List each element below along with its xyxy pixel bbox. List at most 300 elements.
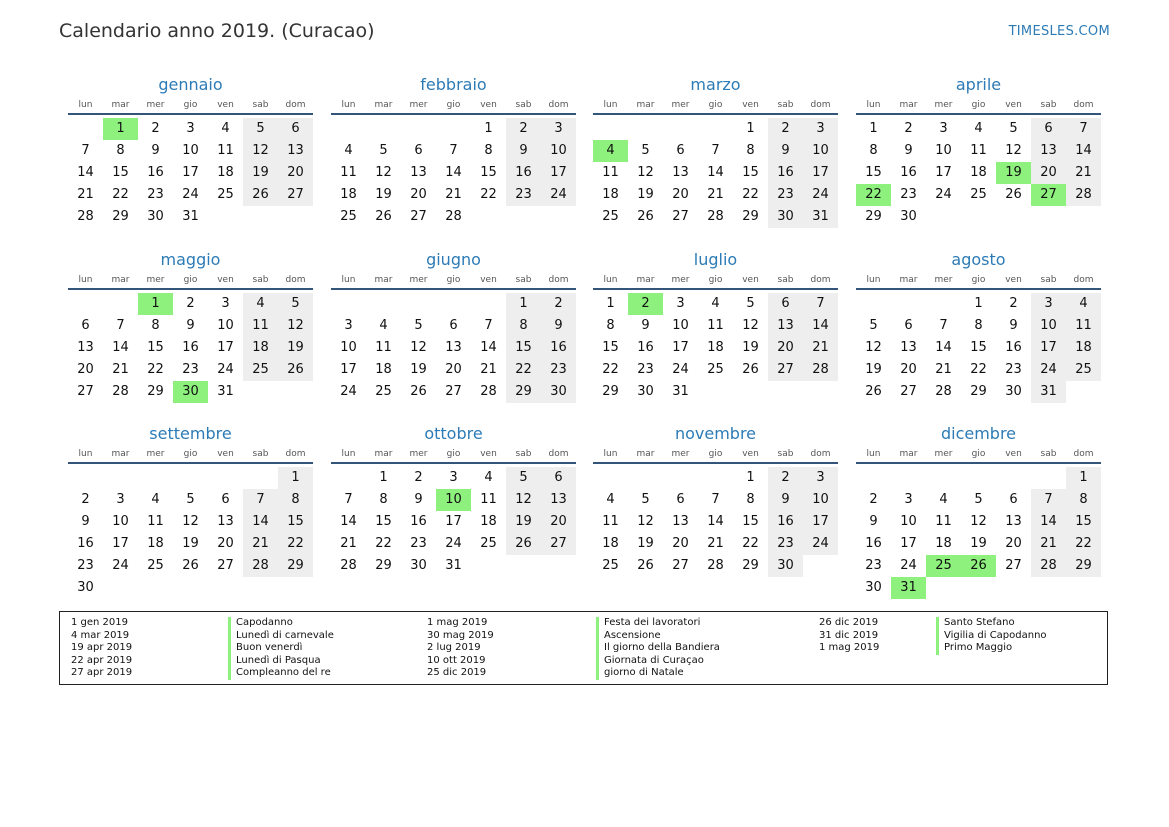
day-cell: 20: [77, 362, 94, 377]
day-cell: 21: [1066, 162, 1101, 184]
legend-date: 1 gen 2019: [71, 617, 129, 628]
weekday-header: [593, 98, 838, 115]
day-cell: 11: [935, 514, 952, 529]
day-cell: 28: [707, 209, 724, 224]
weekday-header: [331, 447, 576, 464]
empty-cell: [331, 467, 366, 489]
weekday-label: lun: [341, 100, 356, 110]
day-cell: 25: [147, 558, 164, 573]
legend-holiday-name: Primo Maggio: [936, 642, 1047, 655]
empty-cell: [996, 467, 1031, 489]
day-cell: 21: [445, 187, 462, 202]
day-cell: 16: [768, 162, 803, 184]
legend-holiday-name: Il giorno della Bandiera: [596, 642, 720, 655]
day-cell: 18: [935, 536, 952, 551]
day-cell: 20: [410, 187, 427, 202]
empty-cell: [401, 118, 436, 140]
day-grid: [68, 467, 313, 599]
weekday-label: mar: [899, 100, 918, 110]
weekday-label: gio: [183, 449, 198, 459]
day-cell: 5: [974, 492, 983, 507]
weekday-label: lun: [341, 275, 356, 285]
empty-cell: [103, 293, 138, 315]
weekday-label: ven: [217, 449, 234, 459]
day-cell: 26: [410, 384, 427, 399]
weekday-label: gio: [708, 100, 723, 110]
month-luglio: [593, 247, 838, 403]
day-cell: 24: [900, 558, 917, 573]
day-cell: 5: [506, 467, 541, 489]
day-cell: 4: [1066, 293, 1101, 315]
weekday-header: [856, 447, 1101, 464]
day-cell: 29: [742, 558, 759, 573]
day-cell: 7: [484, 318, 493, 333]
day-cell: 2: [869, 492, 878, 507]
day-cell: 5: [278, 293, 313, 315]
empty-cell: [138, 467, 173, 489]
day-cell: 28: [77, 209, 94, 224]
day-cell: 4: [379, 318, 388, 333]
weekday-label: mar: [899, 449, 918, 459]
day-cell: 23: [541, 359, 576, 381]
day-cell: 11: [970, 143, 987, 158]
day-cell: 9: [541, 315, 576, 337]
day-cell: 12: [970, 514, 987, 529]
day-cell: 1: [278, 467, 313, 489]
day-cell: 24: [340, 384, 357, 399]
empty-cell: [663, 118, 698, 140]
month-name: febbraio: [420, 75, 487, 94]
weekday-label: lun: [866, 100, 881, 110]
day-cell: 3: [449, 470, 458, 485]
day-cell: 5: [869, 318, 878, 333]
day-cell: 30: [900, 209, 917, 224]
day-cell: 7: [81, 143, 90, 158]
weekday-label: mer: [934, 449, 953, 459]
month-name: ottobre: [424, 424, 483, 443]
day-cell: 4: [939, 492, 948, 507]
day-cell: 1: [746, 470, 755, 485]
empty-cell: [208, 467, 243, 489]
day-cell: 12: [637, 165, 654, 180]
month-name: aprile: [955, 75, 1002, 94]
holiday-day-cell: 2: [628, 293, 663, 315]
day-cell: 20: [541, 511, 576, 533]
day-cell: 4: [344, 143, 353, 158]
day-cell: 21: [112, 362, 129, 377]
day-cell: 13: [672, 514, 689, 529]
day-cell: 25: [243, 359, 278, 381]
empty-cell: [926, 467, 961, 489]
day-cell: 13: [768, 315, 803, 337]
day-cell: 22: [480, 187, 497, 202]
day-cell: 16: [182, 340, 199, 355]
weekday-label: sab: [777, 100, 794, 110]
day-cell: 14: [707, 165, 724, 180]
empty-cell: [856, 467, 891, 489]
day-cell: 13: [77, 340, 94, 355]
day-grid: [68, 118, 313, 228]
site-link[interactable]: TIMESLES.COM: [1008, 24, 1110, 39]
weekday-label: lun: [603, 449, 618, 459]
month-dicembre: [856, 421, 1101, 599]
legend-dates-column: [71, 617, 132, 680]
holiday-day-cell: 27: [1031, 184, 1066, 206]
month-name: maggio: [160, 250, 221, 269]
empty-cell: [926, 293, 961, 315]
day-cell: 11: [217, 143, 234, 158]
legend-holiday-name: Festa dei lavoratori: [596, 617, 720, 630]
day-cell: 23: [768, 533, 803, 555]
day-cell: 28: [243, 555, 278, 577]
weekday-label: mar: [636, 100, 655, 110]
day-cell: 7: [243, 489, 278, 511]
day-cell: 31: [217, 384, 234, 399]
day-cell: 26: [1005, 187, 1022, 202]
day-grid: [593, 118, 838, 228]
day-cell: 15: [147, 340, 164, 355]
day-cell: 8: [974, 318, 983, 333]
day-cell: 15: [742, 514, 759, 529]
day-cell: 7: [711, 143, 720, 158]
weekday-label: ven: [217, 100, 234, 110]
day-cell: 28: [803, 359, 838, 381]
month-name: giugno: [426, 250, 481, 269]
day-cell: 2: [1009, 296, 1018, 311]
legend-names-column: [596, 617, 720, 680]
day-cell: 28: [445, 209, 462, 224]
month-ottobre: [331, 421, 576, 577]
day-cell: 31: [672, 384, 689, 399]
day-cell: 5: [243, 118, 278, 140]
day-cell: 12: [410, 340, 427, 355]
day-cell: 7: [1031, 489, 1066, 511]
day-cell: 17: [541, 162, 576, 184]
day-cell: 22: [112, 187, 129, 202]
day-cell: 21: [480, 362, 497, 377]
day-cell: 29: [742, 209, 759, 224]
day-cell: 24: [217, 362, 234, 377]
day-cell: 29: [602, 384, 619, 399]
day-cell: 27: [672, 558, 689, 573]
day-cell: 13: [672, 165, 689, 180]
day-cell: 4: [243, 293, 278, 315]
weekday-label: sab: [1040, 275, 1057, 285]
legend-holiday-name: Capodanno: [228, 617, 334, 630]
weekday-header: [593, 447, 838, 464]
day-cell: 30: [768, 555, 803, 577]
day-cell: 2: [904, 121, 913, 136]
day-grid: [331, 467, 576, 577]
legend-names-column: [228, 617, 334, 680]
day-cell: 12: [1005, 143, 1022, 158]
empty-cell: [593, 467, 628, 489]
day-cell: 21: [340, 536, 357, 551]
day-cell: 23: [147, 187, 164, 202]
day-cell: 25: [602, 558, 619, 573]
day-cell: 18: [340, 187, 357, 202]
weekday-label: mer: [146, 275, 165, 285]
weekday-header: [68, 447, 313, 464]
legend-holiday-name: Buon venerdì: [228, 642, 334, 655]
empty-cell: [103, 467, 138, 489]
day-grid: [331, 118, 576, 228]
weekday-label: dom: [285, 449, 306, 459]
weekday-label: dom: [810, 275, 831, 285]
weekday-label: sab: [252, 275, 269, 285]
empty-cell: [68, 467, 103, 489]
day-cell: 8: [484, 143, 493, 158]
day-cell: 17: [900, 536, 917, 551]
day-cell: 29: [970, 384, 987, 399]
day-cell: 20: [217, 536, 234, 551]
day-cell: 26: [506, 533, 541, 555]
legend-date: 30 mag 2019: [427, 629, 494, 641]
legend-holiday-name: Lunedì di Pasqua: [228, 655, 334, 668]
legend-dates-column: [427, 617, 494, 680]
day-cell: 19: [742, 340, 759, 355]
day-cell: 29: [278, 555, 313, 577]
day-cell: 10: [935, 143, 952, 158]
day-cell: 7: [711, 492, 720, 507]
day-cell: 23: [182, 362, 199, 377]
day-cell: 21: [77, 187, 94, 202]
weekday-label: dom: [810, 449, 831, 459]
day-cell: 1: [746, 121, 755, 136]
day-cell: 26: [375, 209, 392, 224]
legend-holiday-name: Ascensione: [596, 630, 720, 643]
day-cell: 20: [900, 362, 917, 377]
day-cell: 12: [243, 140, 278, 162]
day-cell: 26: [865, 384, 882, 399]
empty-cell: [1031, 467, 1066, 489]
weekday-label: mer: [671, 100, 690, 110]
weekday-label: gio: [971, 275, 986, 285]
day-cell: 20: [672, 187, 689, 202]
day-cell: 20: [768, 337, 803, 359]
day-cell: 29: [506, 381, 541, 403]
day-cell: 19: [637, 536, 654, 551]
weekday-label: sab: [515, 449, 532, 459]
day-cell: 6: [768, 293, 803, 315]
holiday-day-cell: 25: [926, 555, 961, 577]
day-cell: 6: [221, 492, 230, 507]
day-cell: 13: [217, 514, 234, 529]
day-cell: 10: [541, 140, 576, 162]
day-cell: 27: [445, 384, 462, 399]
legend-holiday-name: giorno di Natale: [596, 667, 720, 680]
day-cell: 30: [410, 558, 427, 573]
day-cell: 18: [217, 165, 234, 180]
day-cell: 16: [506, 162, 541, 184]
day-cell: 18: [375, 362, 392, 377]
day-cell: 10: [1031, 315, 1066, 337]
empty-cell: [891, 293, 926, 315]
day-cell: 18: [243, 337, 278, 359]
day-cell: 4: [484, 470, 493, 485]
weekday-label: sab: [515, 100, 532, 110]
holiday-legend: [59, 611, 1108, 685]
day-cell: 25: [707, 362, 724, 377]
weekday-label: dom: [810, 100, 831, 110]
day-cell: 9: [768, 140, 803, 162]
empty-cell: [436, 118, 471, 140]
weekday-label: mer: [146, 100, 165, 110]
day-cell: 9: [81, 514, 90, 529]
month-name: agosto: [951, 250, 1006, 269]
empty-cell: [366, 293, 401, 315]
day-cell: 14: [803, 315, 838, 337]
empty-cell: [961, 467, 996, 489]
day-cell: 1: [869, 121, 878, 136]
day-cell: 23: [768, 184, 803, 206]
legend-date: 22 apr 2019: [71, 654, 133, 666]
weekday-label: lun: [866, 449, 881, 459]
weekday-label: ven: [742, 449, 759, 459]
day-cell: 6: [81, 318, 90, 333]
weekday-label: gio: [446, 100, 461, 110]
day-cell: 27: [278, 184, 313, 206]
weekday-label: ven: [1005, 449, 1022, 459]
day-cell: 13: [1005, 514, 1022, 529]
day-cell: 28: [480, 384, 497, 399]
day-cell: 18: [147, 536, 164, 551]
day-cell: 14: [112, 340, 129, 355]
day-cell: 29: [1066, 555, 1101, 577]
day-cell: 7: [344, 492, 353, 507]
day-cell: 14: [1031, 511, 1066, 533]
weekday-label: dom: [548, 275, 569, 285]
day-cell: 31: [1031, 381, 1066, 403]
empty-cell: [698, 467, 733, 489]
day-cell: 4: [974, 121, 983, 136]
empty-cell: [698, 118, 733, 140]
day-grid: [856, 293, 1101, 403]
weekday-label: dom: [1073, 100, 1094, 110]
day-cell: 5: [641, 492, 650, 507]
day-cell: 24: [803, 184, 838, 206]
day-cell: 14: [445, 165, 462, 180]
month-agosto: [856, 247, 1101, 403]
page-title: Calendario anno 2019. (Curacao): [59, 20, 375, 42]
day-cell: 4: [606, 492, 615, 507]
empty-cell: [663, 467, 698, 489]
month-giugno: [331, 247, 576, 403]
weekday-label: gio: [446, 275, 461, 285]
month-name: settembre: [149, 424, 232, 443]
weekday-label: lun: [603, 275, 618, 285]
day-cell: 27: [410, 209, 427, 224]
day-cell: 18: [707, 340, 724, 355]
day-cell: 6: [541, 467, 576, 489]
day-cell: 23: [410, 536, 427, 551]
day-cell: 23: [77, 558, 94, 573]
day-grid: [856, 118, 1101, 228]
weekday-header: [856, 273, 1101, 290]
empty-cell: [856, 293, 891, 315]
day-cell: 31: [445, 558, 462, 573]
day-cell: 15: [112, 165, 129, 180]
day-cell: 15: [480, 165, 497, 180]
empty-cell: [471, 293, 506, 315]
day-cell: 8: [151, 318, 160, 333]
day-cell: 7: [939, 318, 948, 333]
weekday-label: gio: [183, 275, 198, 285]
day-cell: 30: [77, 580, 94, 595]
day-cell: 7: [116, 318, 125, 333]
day-cell: 17: [340, 362, 357, 377]
day-cell: 31: [182, 209, 199, 224]
day-cell: 16: [768, 511, 803, 533]
day-cell: 8: [606, 318, 615, 333]
weekday-label: mer: [146, 449, 165, 459]
weekday-label: ven: [217, 275, 234, 285]
day-cell: 16: [410, 514, 427, 529]
weekday-label: ven: [1005, 275, 1022, 285]
weekday-label: ven: [1005, 100, 1022, 110]
legend-date: 1 mag 2019: [427, 617, 488, 628]
day-cell: 21: [707, 187, 724, 202]
month-novembre: [593, 421, 838, 577]
day-cell: 26: [243, 184, 278, 206]
day-cell: 27: [77, 384, 94, 399]
weekday-label: gio: [708, 275, 723, 285]
weekday-label: ven: [742, 100, 759, 110]
holiday-day-cell: 10: [436, 489, 471, 511]
day-cell: 29: [375, 558, 392, 573]
day-cell: 12: [506, 489, 541, 511]
day-cell: 10: [112, 514, 129, 529]
weekday-label: ven: [480, 449, 497, 459]
weekday-label: lun: [78, 275, 93, 285]
day-cell: 3: [803, 118, 838, 140]
day-cell: 10: [182, 143, 199, 158]
weekday-label: dom: [1073, 449, 1094, 459]
day-cell: 2: [81, 492, 90, 507]
legend-holiday-name: Vigilia di Capodanno: [936, 630, 1047, 643]
weekday-label: dom: [548, 100, 569, 110]
day-cell: 6: [278, 118, 313, 140]
day-cell: 3: [676, 296, 685, 311]
legend-date: 4 mar 2019: [71, 629, 130, 641]
weekday-label: dom: [285, 100, 306, 110]
day-cell: 22: [742, 536, 759, 551]
day-cell: 11: [243, 315, 278, 337]
empty-cell: [366, 118, 401, 140]
day-cell: 28: [1031, 555, 1066, 577]
day-cell: 26: [182, 558, 199, 573]
weekday-label: mar: [374, 449, 393, 459]
day-cell: 11: [480, 492, 497, 507]
day-cell: 12: [742, 318, 759, 333]
day-cell: 9: [151, 143, 160, 158]
day-cell: 11: [340, 165, 357, 180]
weekday-label: mar: [111, 275, 130, 285]
day-cell: 8: [278, 489, 313, 511]
day-cell: 24: [935, 187, 952, 202]
weekday-label: lun: [603, 100, 618, 110]
day-cell: 13: [541, 489, 576, 511]
day-cell: 3: [1031, 293, 1066, 315]
weekday-label: mar: [636, 449, 655, 459]
day-cell: 21: [243, 533, 278, 555]
day-cell: 6: [676, 143, 685, 158]
day-cell: 7: [449, 143, 458, 158]
day-cell: 15: [1066, 511, 1101, 533]
day-cell: 10: [340, 340, 357, 355]
weekday-label: ven: [480, 100, 497, 110]
empty-cell: [243, 467, 278, 489]
